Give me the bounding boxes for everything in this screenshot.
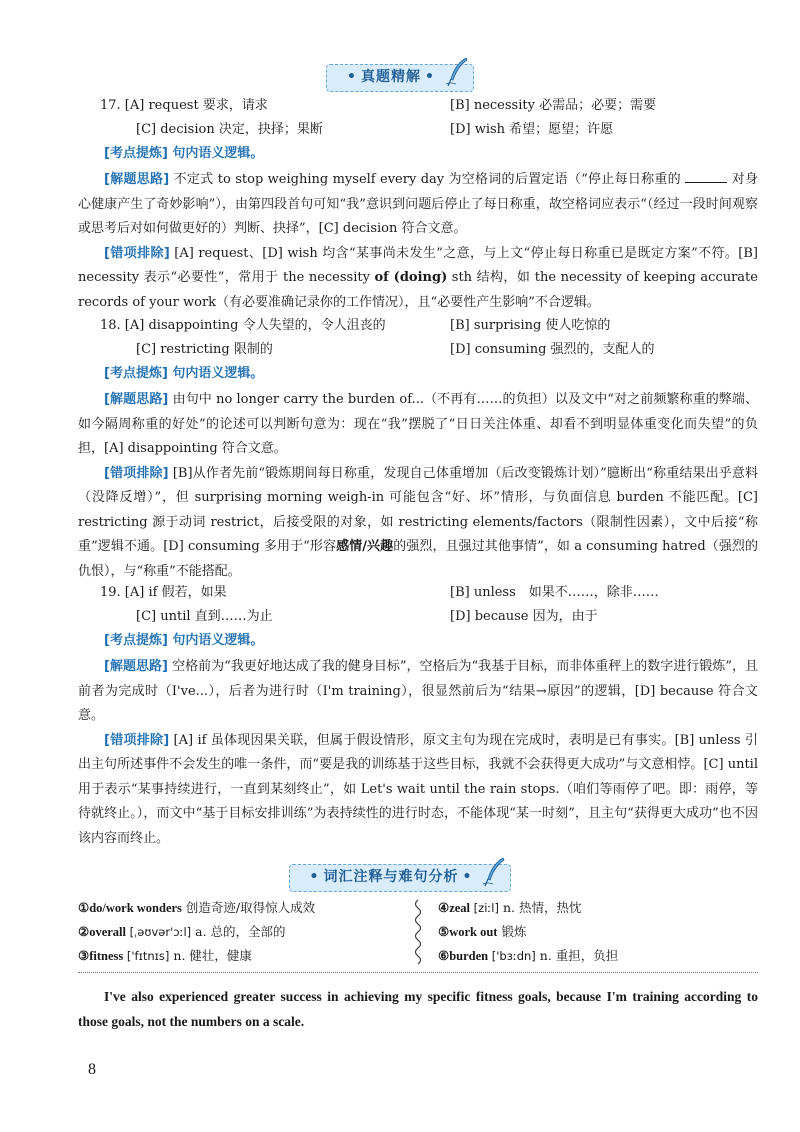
vocab-def: 创造奇迹/取得惊人成效 bbox=[181, 900, 316, 915]
options-row bbox=[78, 607, 758, 631]
vocab-item bbox=[78, 946, 315, 970]
options-row bbox=[78, 583, 758, 607]
wrong-text: [B]从作者先前“锻炼期间每日称重，发现自己体重增加（后改变锻炼计划）”臆断出“称重结果出乎意料（没降反增）”，但 surprising morning weigh-in 可能包含“好、坏”情形，与负面信息 burden 不能匹配。[C] restricting 源于动词 restrict，后接受限的对象，如 restricting elements/factors（限制性因素），文中后接“称重”逻辑不通。[D] consuming 多用于“形容 bbox=[78, 465, 759, 554]
wrong-text-cont: 的强烈，且强过其他事情”，如 a consuming hatred（强烈的仇恨），与“称重”不能搭配。 bbox=[78, 539, 759, 579]
idea-paragraph bbox=[78, 388, 758, 462]
quill-icon bbox=[482, 857, 506, 887]
option-c: [C] restricting 限制的 bbox=[136, 342, 273, 357]
vocab-phonetic: [ˌəʊvər'ɔːl] bbox=[126, 925, 192, 939]
vocab-def: 锻炼 bbox=[497, 924, 527, 939]
option-a: 19. [A] if 假若，如果 bbox=[100, 585, 227, 600]
vocab-word: ⑤work out bbox=[438, 925, 498, 939]
point-line bbox=[78, 364, 758, 388]
point-tag: [考点提炼] bbox=[104, 366, 168, 381]
dotted-divider bbox=[78, 972, 758, 973]
option-b: [B] surprising 使人吃惊的 bbox=[450, 318, 611, 333]
wrong-paragraph bbox=[78, 729, 758, 852]
option-a: 17. [A] request 要求，请求 bbox=[100, 98, 268, 113]
wrong-tag: [错项排除] bbox=[104, 245, 170, 261]
vocab-phonetic: ['fɪtnɪs] bbox=[123, 949, 170, 963]
vocab-item bbox=[78, 922, 315, 946]
option-d: [D] wish 希望；愿望；许愿 bbox=[450, 122, 614, 137]
question-17 bbox=[78, 96, 758, 315]
option-b: [B] unless 如果不……，除非…… bbox=[450, 585, 659, 600]
page-number: 8 bbox=[88, 1061, 96, 1078]
difficult-sentence: I've also experienced greater success in achieving my specific fitness goals, because I'm training according to those goals, not the numbers on a scale. bbox=[78, 989, 758, 1029]
wrong-tag: [错项排除] bbox=[104, 465, 169, 481]
wrong-bold: 感情/兴趣 bbox=[336, 539, 394, 554]
vocab-def: n. 重担，负担 bbox=[535, 948, 619, 963]
vocab-item bbox=[78, 898, 315, 922]
idea-text: 不定式 to stop weighing myself every day 为空格词的后置定语（“停止每日称重的 bbox=[173, 172, 681, 187]
vocab-word: ③fitness bbox=[78, 949, 124, 963]
vocab-phonetic: ['bɜːdn] bbox=[488, 949, 536, 963]
question-18 bbox=[78, 316, 758, 584]
idea-text: 空格前为“我更好地达成了我的健身目标”，空格后为“我基于目标，而非体重秤上的数字进行锻炼”，且前者为完成时（I've...），后者为进行时（I'm training），很显然前后为“结果→原因”的逻辑，[D] because 符合文意。 bbox=[78, 659, 758, 723]
vocab-phonetic: [ziːl] bbox=[470, 901, 499, 915]
point-text: 句内语义逻辑。 bbox=[172, 366, 264, 381]
vocab-list bbox=[78, 898, 758, 970]
wrong-paragraph bbox=[78, 242, 758, 316]
idea-text: 由句中 no longer carry the burden of...（不再有……的负担）以及文中“对之前频繁称重的弊端、如今隔周称重的好处”的论述可以判断句意为：现在“我”摆脱了“日日关注体重、却看不到明显体重变化而失望”的负担，[A] disappointing 符合文意。 bbox=[78, 392, 758, 456]
vocab-item bbox=[438, 898, 618, 922]
vocab-item bbox=[438, 946, 618, 970]
point-line bbox=[78, 631, 758, 655]
point-text: 句内语义逻辑。 bbox=[172, 633, 264, 648]
wrong-text-cont: sth 结构，如 the necessity of keeping accurate records of your work（有必要准确记录你的工作情况），且“必要性产生影响”不合逻辑。 bbox=[78, 270, 758, 310]
idea-tag: [解题思路] bbox=[104, 172, 170, 187]
vocab-word: ②overall bbox=[78, 925, 126, 939]
vocab-item bbox=[438, 922, 618, 946]
section-title: 真题精解 bbox=[361, 69, 421, 85]
question-19 bbox=[78, 583, 758, 851]
wrong-paragraph bbox=[78, 462, 758, 585]
point-line bbox=[78, 144, 758, 168]
option-b: [B] necessity 必需品；必要；需要 bbox=[450, 98, 657, 113]
section-banner: • 真题精解 • bbox=[326, 64, 474, 92]
vocab-word: ⑥burden bbox=[438, 949, 489, 963]
vocab-word: ①do/work wonders bbox=[78, 901, 182, 915]
section-header-1 bbox=[0, 64, 800, 92]
divider-squiggle bbox=[408, 898, 428, 970]
point-text: 句内语义逻辑。 bbox=[172, 146, 264, 161]
vocab-col-right bbox=[438, 898, 618, 970]
vocab-col-left bbox=[78, 898, 315, 970]
option-a: 18. [A] disappointing 令人失望的，令人沮丧的 bbox=[100, 318, 386, 333]
vocab-def: n. 热情，热忱 bbox=[498, 900, 582, 915]
option-c: [C] until 直到……为止 bbox=[136, 609, 273, 624]
wrong-tag: [错项排除] bbox=[104, 732, 170, 748]
option-c: [C] decision 决定，抉择；果断 bbox=[136, 122, 323, 137]
option-d: [D] because 因为，由于 bbox=[450, 609, 598, 624]
wrong-text: [A] request、[D] wish 均含“某事尚未发生”之意，与上文“停止每日称重已是既定方案”不符。[B] necessity 表示“必要性”，常用于 the necessity bbox=[78, 245, 758, 285]
idea-tag: [解题思路] bbox=[104, 392, 169, 407]
options-row bbox=[78, 96, 758, 120]
point-tag: [考点提炼] bbox=[104, 146, 168, 161]
options-row bbox=[78, 120, 758, 144]
idea-tag: [解题思路] bbox=[104, 659, 168, 674]
wrong-bold: of (doing) bbox=[374, 270, 448, 285]
idea-text-cont: 对身心健康产生了奇妙影响”），由第四段首句可知“我”意识到问题后停止了每日称重，故空格词应表示“（经过一段时间观察或思考后对如何做更好的）判断、抉择”，[C] decision 符合文意。 bbox=[78, 172, 758, 236]
section-banner: • 词汇注释与难句分析 • bbox=[289, 864, 512, 892]
section-title: 词汇注释与难句分析 bbox=[323, 869, 459, 885]
vocab-word: ④zeal bbox=[438, 901, 471, 915]
idea-paragraph bbox=[78, 655, 758, 729]
options-row bbox=[78, 340, 758, 364]
idea-paragraph bbox=[78, 168, 758, 242]
vocab-def: n. 健壮，健康 bbox=[169, 948, 252, 963]
section-header-2 bbox=[0, 864, 800, 892]
vocab-def: a. 总的，全部的 bbox=[191, 924, 286, 939]
point-tag: [考点提炼] bbox=[104, 633, 168, 648]
wrong-text: [A] if 虽体现因果关联，但属于假设情形，原文主句为现在完成时，表明是已有事实。[B] unless 引出主句所述事件不会发生的唯一条件，而“要是我的训练基于这些目标，我就不会获得更大成功”与文意相悖。[C] until 用于表示“某事持续进行，一直到某刻终止”，如 Let's wait until the rain stops.（咱们等雨停了吧。即：雨停，等待就终止。），而文中“基于目标安排训练”为表持续性的进行时态，不能体现“某一时刻”，且主句“获得更大成功”也不因该内容而终止。 bbox=[78, 732, 758, 846]
option-d: [D] consuming 强烈的，支配人的 bbox=[450, 342, 655, 357]
quill-icon bbox=[445, 57, 469, 87]
answer-blank bbox=[685, 170, 727, 183]
options-row bbox=[78, 316, 758, 340]
